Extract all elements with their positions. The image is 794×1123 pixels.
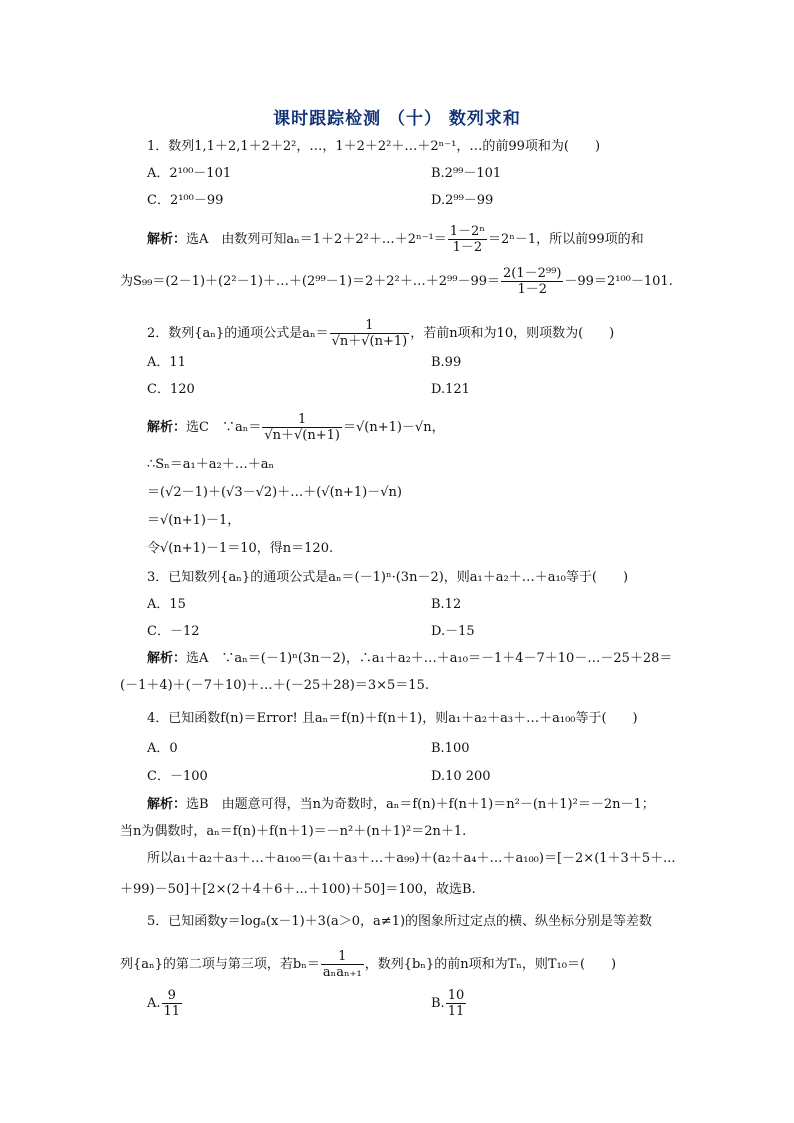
- q2-solution-line1: 解析：选C ∵aₙ＝ $\frac{1}{√n+√(n+1)}$ ＝√(n+1)－√n，: [147, 412, 445, 443]
- q4-solution-label: 解析：: [147, 797, 187, 812]
- q1-option-c: C．2¹⁰⁰－99: [147, 193, 224, 208]
- q2-option-c: C．120: [147, 382, 195, 397]
- q3-option-b: B.12: [431, 597, 462, 612]
- q4-solution-line2: 当n为偶数时，aₙ＝f(n)＋f(n＋1)＝－n²＋(n＋1)²＝2n＋1.: [120, 824, 467, 839]
- q4-solution-line1: 解析：选B 由题意可得，当n为奇数时，aₙ＝f(n)＋f(n＋1)＝n²－(n＋1)²＝－2n－1；: [147, 797, 655, 812]
- q3-option-c: C．－12: [147, 624, 200, 639]
- q2-fraction: $\frac{1}{√n+√(n+1)}$: [331, 318, 408, 349]
- q4-option-d: D.10 200: [431, 769, 491, 784]
- q2-solution-line2: ∴Sₙ＝a₁＋a₂＋…＋aₙ: [147, 457, 275, 472]
- q1-solution-label: 解析：: [147, 232, 187, 247]
- q5-fraction: $\frac{1}{\text{aₙaₙ₊₁}}$: [322, 949, 362, 980]
- q1-stem: 1．数列1,1＋2,1＋2＋2²，…，1＋2＋2²＋…＋2ⁿ⁻¹，…的前99项和为( ): [147, 139, 601, 154]
- q5-option-a: A. $\frac{9}{11}$: [147, 988, 181, 1019]
- q1-option-b: B.2⁹⁹－101: [431, 166, 502, 181]
- q2-solution-fraction: $\frac{1}{√n+√(n+1)}$: [264, 412, 340, 443]
- q5-option-b: B. $\frac{10}{11}$: [431, 988, 465, 1019]
- q1-option-a: A．2¹⁰⁰－101: [147, 166, 232, 181]
- q2-stem: 2．数列{aₙ}的通项公式是aₙ＝ $\frac{1}{√n+√(n+1)}$ ，若前n项和为10，则项数为( ): [147, 318, 615, 349]
- q4-solution-line4: ＋99)－50]＋[2×(2＋4＋6＋...＋100)＋50]＝100，故选B.: [120, 882, 476, 897]
- q4-option-c: C．－100: [147, 769, 208, 784]
- q3-solution-line1: 解析：选A ∵aₙ＝(－1)ⁿ(3n－2)，∴a₁＋a₂＋…＋a₁₀＝－1＋4－7＋10－…－25＋28＝: [147, 651, 673, 666]
- q3-option-a: A．15: [147, 597, 186, 612]
- q2-option-b: B.99: [431, 355, 462, 370]
- q2-option-d: D.121: [431, 382, 470, 397]
- q1-fraction: $\frac{\text{1－2ⁿ}}{1-2}$: [449, 224, 485, 255]
- q1-solution-line2: 为S₉₉＝(2－1)＋(2²－1)＋…＋(2⁹⁹－1)＝2＋2²＋…＋2⁹⁹－99＝ $\frac{\text{2(1－2⁹⁹)}}{1-2}$ －99＝2¹⁰⁰－101.: [120, 266, 673, 297]
- q1-fraction-2: $\frac{\text{2(1－2⁹⁹)}}{1-2}$: [503, 266, 562, 297]
- q4-option-a: A．0: [147, 741, 178, 756]
- q1-solution-line1: 解析：选A 由数列可知aₙ＝1＋2＋2²＋…＋2ⁿ⁻¹＝ $\frac{\text{1－2ⁿ}}{1-2}$ ＝2ⁿ－1，所以前99项的和: [147, 224, 644, 255]
- q3-solution-label: 解析：: [147, 651, 187, 666]
- page-title: 课时跟踪检测 （十） 数列求和: [273, 109, 521, 129]
- q2-option-a: A．11: [147, 355, 186, 370]
- q2-solution-line3: ＝(√2－1)＋(√3－√2)＋…＋(√(n+1)－√n): [147, 485, 402, 500]
- q3-solution-line2: (－1＋4)＋(－7＋10)＋…＋(－25＋28)＝3×5＝15.: [120, 678, 429, 693]
- q4-stem: 4．已知函数f(n)＝Error! 且aₙ＝f(n)＋f(n＋1)，则a₁＋a₂＋a₃＋…＋a₁₀₀等于( ): [147, 711, 638, 726]
- q4-solution-line3: 所以a₁＋a₂＋a₃＋…＋a₁₀₀＝(a₁＋a₃＋…＋a₉₉)＋(a₂＋a₄＋…＋a₁₀₀)＝[－2×(1＋3＋5＋...: [147, 851, 676, 866]
- q2-solution-line4: ＝√(n+1)－1，: [147, 513, 241, 528]
- q5-stem-line2: 列{aₙ}的第二项与第三项，若bₙ＝ $\frac{1}{\text{aₙaₙ₊₁}}$ ，数列{bₙ}的前n项和为Tₙ，则T₁₀＝( ): [120, 949, 617, 980]
- q2-solution-label: 解析：: [147, 420, 187, 435]
- q3-option-d: D.－15: [431, 624, 475, 639]
- q1-option-d: D.2⁹⁹－99: [431, 193, 494, 208]
- q3-stem: 3．已知数列{aₙ}的通项公式是aₙ＝(－1)ⁿ·(3n－2)，则a₁＋a₂＋…＋a₁₀等于( ): [147, 570, 629, 585]
- q2-solution-line5: 令√(n+1)－1＝10，得n＝120.: [147, 541, 334, 556]
- q4-option-b: B.100: [431, 741, 470, 756]
- q5-stem-line1: 5．已知函数y＝logₐ(x－1)＋3(a＞0，a≠1)的图象所过定点的横、纵坐标分别是等差数: [147, 914, 653, 929]
